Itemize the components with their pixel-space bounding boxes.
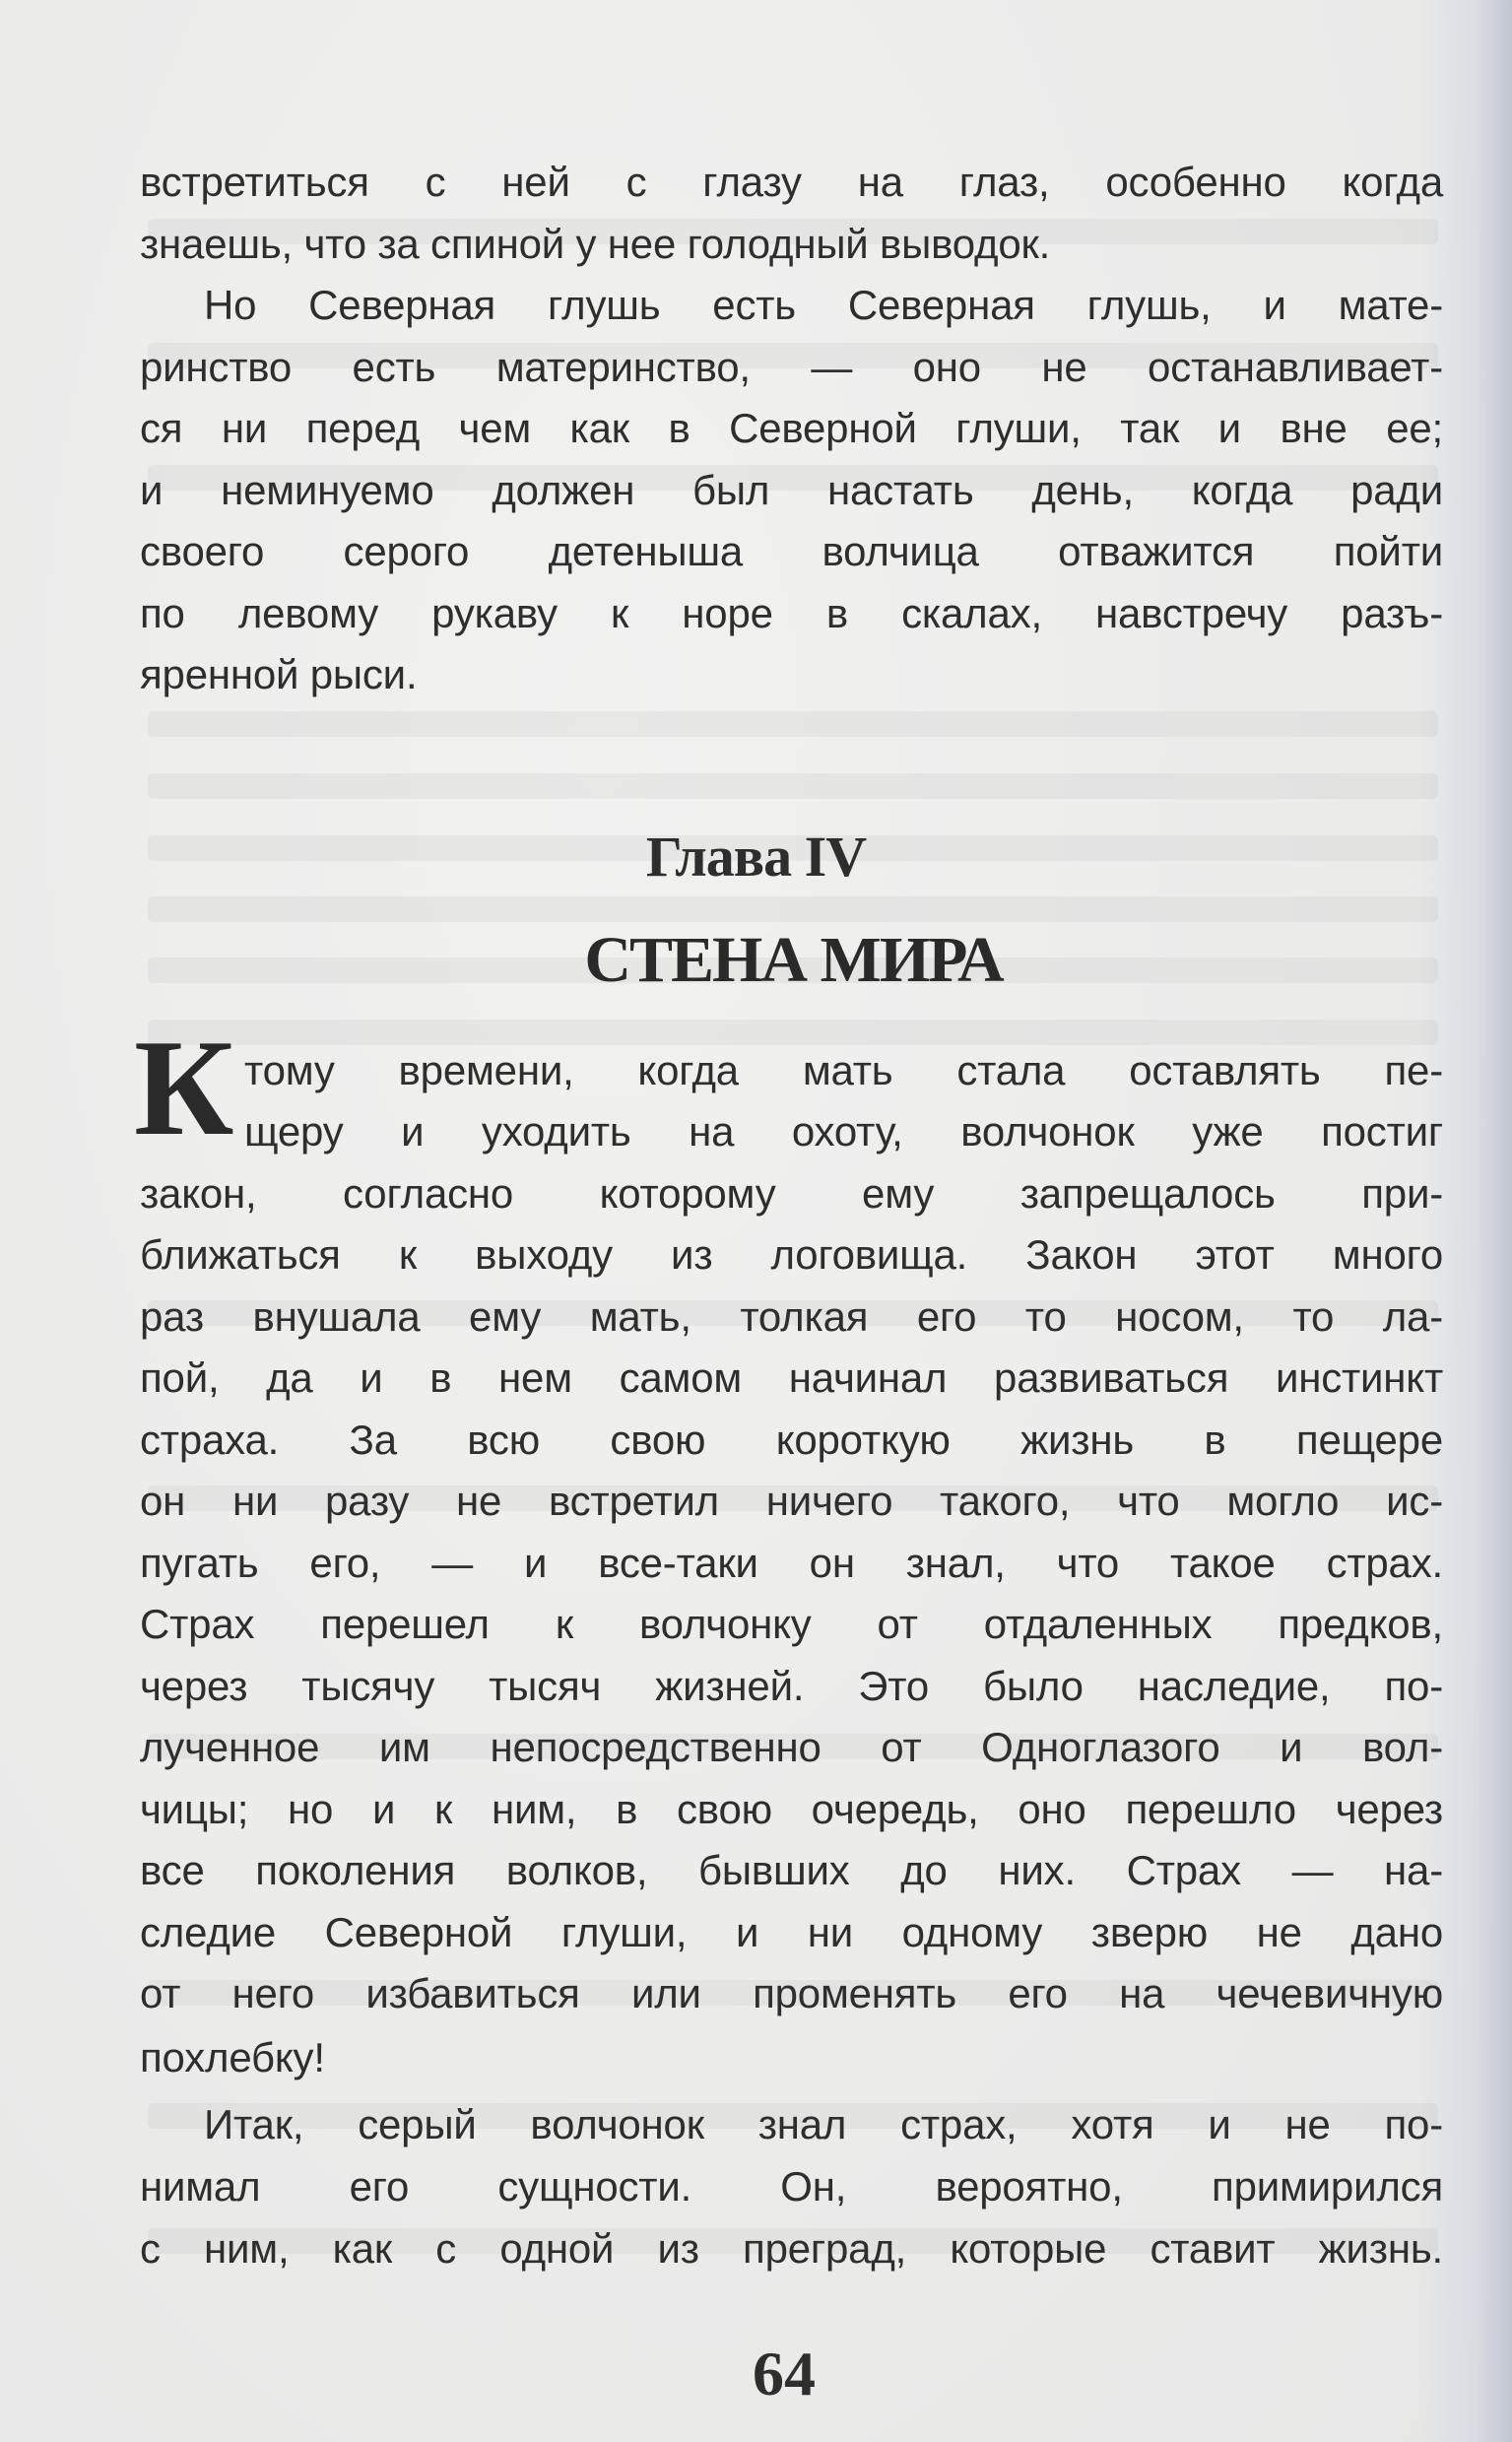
text-line: все поколения волков, бывших до них. Страх — на- <box>140 1847 1443 1893</box>
text-line: ся ни перед чем как в Северной глуши, так и вне ее; <box>140 405 1443 451</box>
text-line: по левому рукаву к норе в скалах, навстречу разъ- <box>140 590 1443 636</box>
text-line: тому времени, когда мать стала оставлять пе- <box>244 1047 1443 1093</box>
show-through-band <box>148 896 1438 922</box>
text-line: он ни разу не встретил ничего такого, что могло ис- <box>140 1478 1443 1524</box>
chapter-title-heading: СТЕНА МИРА <box>584 924 1003 996</box>
text-line: раз внушала ему мать, толкая его то носом, то ла- <box>140 1293 1443 1340</box>
text-line: похлебку! <box>140 2034 325 2080</box>
text-line: знаешь, что за спиной у нее голодный выводок. <box>140 221 1051 267</box>
text-line: следие Северной глуши, и ни одному зверю не дано <box>140 1909 1443 1955</box>
text-line: щеру и уходить на охоту, волчонок уже постиг <box>244 1108 1443 1155</box>
text-line: закон, согласно которому ему запрещалось при- <box>140 1170 1443 1217</box>
text-line: и неминуемо должен был настать день, когда ради <box>140 467 1443 513</box>
text-line: Страх перешел к волчонку от отдаленных предков, <box>140 1601 1443 1647</box>
text-line: страха. За всю свою короткую жизнь в пещере <box>140 1417 1443 1463</box>
text-line: своего серого детеныша волчица отважится пойти <box>140 528 1443 574</box>
text-line: Но Северная глушь есть Северная глушь, и мате- <box>204 282 1443 328</box>
drop-cap-letter: К <box>134 1012 230 1164</box>
text-line: пой, да и в нем самом начинал развиваться инстинкт <box>140 1354 1443 1401</box>
text-line: с ним, как с одной из преград, которые ставит жизнь. <box>140 2225 1443 2272</box>
show-through-band <box>148 711 1438 737</box>
text-line: от него избавиться или променять его на чечевичную <box>140 1970 1443 2016</box>
page-number: 64 <box>753 2339 816 2409</box>
text-line: Итак, серый волчонок знал страх, хотя и не по- <box>204 2101 1443 2147</box>
text-line: встретиться с ней с глазу на глаз, особенно когда <box>140 159 1443 205</box>
text-line: ближаться к выходу из логовища. Закон этот много <box>140 1231 1443 1278</box>
text-line: чицы; но и к ним, в свою очередь, оно перешло через <box>140 1786 1443 1832</box>
text-line: лученное им непосредственно от Одноглазого и вол- <box>140 1724 1443 1770</box>
text-line: пугать его, — и все-таки он знал, что такое страх. <box>140 1540 1443 1586</box>
text-line: яренной рыси. <box>140 651 418 697</box>
show-through-band <box>148 773 1438 799</box>
text-line: ринство есть материнство, — оно не останавливает- <box>140 344 1443 390</box>
text-line: нимал его сущности. Он, вероятно, примирился <box>140 2163 1443 2210</box>
show-through-band <box>148 1020 1438 1045</box>
text-line: через тысячу тысяч жизней. Это было наследие, по- <box>140 1663 1443 1709</box>
chapter-number-heading: Глава IV <box>645 825 867 889</box>
